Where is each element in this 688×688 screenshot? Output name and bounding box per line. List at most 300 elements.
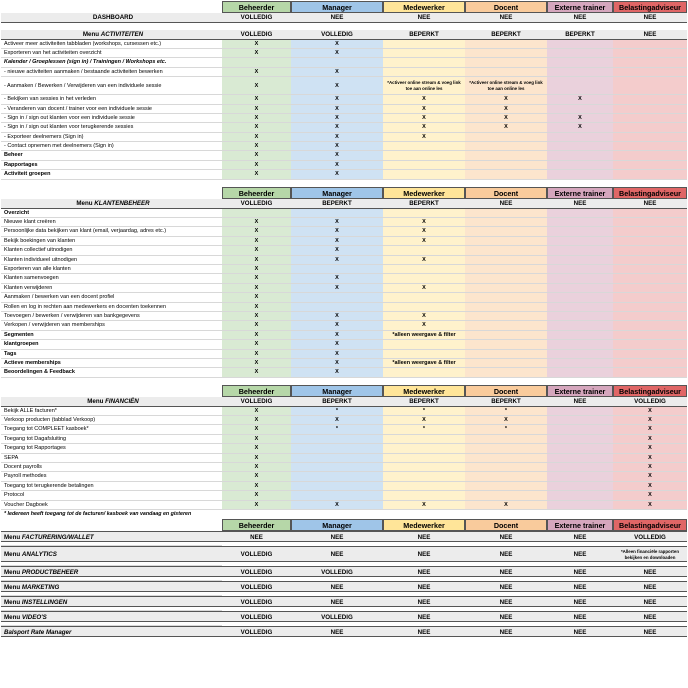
header-spacer [1,385,222,397]
permission-cell [547,77,613,95]
permission-cell [547,256,613,265]
permission-cell: X [222,416,291,425]
permission-cell: X [291,170,383,179]
permission-cell: * [465,425,547,434]
permission-cell [383,340,465,349]
row-label: Nieuwe klant creëren [1,218,222,227]
permission-cell [547,151,613,160]
table-row [1,114,687,123]
dashboard-access-5: NEE [547,13,613,23]
permission-cell: X [291,161,383,170]
menu-access-5: NEE [547,566,613,577]
permission-cell [547,68,613,77]
menu-access-3: NEE [383,531,465,542]
row-label: Persoonlijke data bekijken van klant (email, verjaardag, adres etc.) [1,227,222,236]
spacer [1,378,687,385]
permission-cell [465,359,547,368]
role-header-4: Docent [465,385,547,397]
permission-cell [547,321,613,330]
menu-access-6: NEE [613,596,687,607]
permission-cell [465,246,547,255]
permission-cell: X [383,501,465,510]
permission-cell: X [547,114,613,123]
permission-cell [383,68,465,77]
table-row [1,68,687,77]
permission-cell: X [291,416,383,425]
activiteiten-access-6: NEE [613,30,687,40]
table-row [1,463,687,472]
permission-cell [613,161,687,170]
permission-cell [613,256,687,265]
permission-cell [547,340,613,349]
row-label: Segmenten [1,331,222,340]
table-row [1,170,687,179]
menu-prefix: Menu [4,569,22,577]
permission-cell [547,312,613,321]
permission-cell: X [222,95,291,104]
permission-cell: X [291,340,383,349]
permission-cell: X [222,105,291,114]
permission-cell [383,482,465,491]
menu-access-6: NEE [613,626,687,637]
menu-access-4: NEE [465,626,547,637]
menu-access-5: NEE [547,546,613,562]
permission-cell: X [291,331,383,340]
permission-cell [613,170,687,179]
permission-cell: X [291,359,383,368]
table-row [1,444,687,453]
permission-cell [547,407,613,416]
menu-access-1: NEE [222,531,291,542]
row-label: Exporteren van het activiteiten overzicht [1,49,222,58]
financien-access-2: BEPERKT [291,397,383,407]
permission-cell: * [291,407,383,416]
permission-cell: X [291,274,383,283]
footnote: * Iedereen heeft toegang tot de facturen/ kasboek van vandaag en gisteren [4,510,192,517]
role-header-6: Belastingadviseur [613,1,687,13]
permission-cell [547,142,613,151]
header-spacer [1,519,222,531]
permission-cell [465,340,547,349]
permission-cell: X [222,237,291,246]
table-row [1,218,687,227]
permission-cell [613,133,687,142]
permission-cell [547,40,613,49]
permission-cell [613,293,687,302]
row-label: - Aanmaken / Bewerken / Verwijderen van een individuele sessie [1,77,222,95]
permission-cell: X [222,227,291,236]
table-row [1,256,687,265]
table-row [1,77,687,95]
table-row [1,416,687,425]
menu-prefix: Menu [4,534,22,542]
permission-cell [291,303,383,312]
role-header-3: Medewerker [383,519,465,531]
menu-access-1: VOLLEDIG [222,626,291,637]
permission-cell: X [383,416,465,425]
permission-cell [547,161,613,170]
role-header-6: Belastingadviseur [613,385,687,397]
permission-cell [465,321,547,330]
row-label: Payroll methodes [1,472,222,481]
permission-cell [547,482,613,491]
role-header-2: Manager [291,187,383,199]
menu-access-3: NEE [383,581,465,592]
table-row [1,491,687,500]
activiteiten-access-row [1,30,687,40]
permission-cell [613,114,687,123]
role-header-5: Externe trainer [547,187,613,199]
role-header-5: Externe trainer [547,1,613,13]
permission-cell [613,274,687,283]
permission-cell [291,58,383,67]
menu-name: FACTURERING/WALLET [21,534,94,542]
permission-cell [613,368,687,377]
permission-cell: X [291,123,383,132]
permission-cell [465,368,547,377]
permission-cell [465,40,547,49]
dashboard-access-1: VOLLEDIG [222,13,291,23]
permission-cell [547,359,613,368]
permission-cell [613,303,687,312]
role-header-5: Externe trainer [547,519,613,531]
permission-cell [547,463,613,472]
menu-access-row [1,581,687,592]
permission-cell: X [222,482,291,491]
table-row [1,454,687,463]
klantenbeheer-menu-title [1,199,222,209]
permission-cell [547,133,613,142]
menu-access-6: *Alleen financiële rapporten bekijken en downloaden [613,546,687,562]
permission-cell [465,435,547,444]
table-row [1,49,687,58]
permission-cell [465,237,547,246]
klantenbeheer-access-6: NEE [613,199,687,209]
permission-cell [547,472,613,481]
permission-cell: X [222,68,291,77]
permission-cell [465,472,547,481]
permission-cell: *alleen weergave & filter [383,331,465,340]
permission-cell: X [222,368,291,377]
row-label: Klanten collectief uitnodigen [1,246,222,255]
table-row [1,133,687,142]
permission-cell [547,331,613,340]
table-row [1,151,687,160]
permission-cell [383,454,465,463]
permission-cell [465,463,547,472]
permission-cell [383,170,465,179]
dashboard-row [1,13,687,23]
role-header-5: Externe trainer [547,385,613,397]
permission-cell: X [383,105,465,114]
permission-cell: X [291,151,383,160]
dashboard-access-4: NEE [465,13,547,23]
permission-cell [465,49,547,58]
menu-access-2: NEE [291,596,383,607]
menu-name: INSTELLINGEN [21,599,68,607]
row-label: - Bekijken van sessies in het verleden [1,95,222,104]
menu-access-4: NEE [465,596,547,607]
permission-cell [465,227,547,236]
permission-cell: X [291,68,383,77]
menu-prefix: Menu [76,200,95,208]
permission-cell: *Activeer online stream & voeg link toe aan online les [383,77,465,95]
row-label: Toegang tot Rapportages [1,444,222,453]
row-label: SEPA [1,454,222,463]
permission-cell: * [465,407,547,416]
permission-cell [465,151,547,160]
permission-cell [613,246,687,255]
row-label: Voucher Dagboek [1,501,222,510]
permission-cell: X [291,256,383,265]
permission-cell [465,454,547,463]
permission-cell: X [222,350,291,359]
table-row [1,331,687,340]
menu-name: ANALYTICS [21,551,57,559]
permission-cell [547,501,613,510]
permission-cell [383,246,465,255]
permission-cell: X [291,227,383,236]
permission-cell: X [222,435,291,444]
permission-cell [547,350,613,359]
row-label: Bekijk ALLE facturen* [1,407,222,416]
dashboard-access-3: NEE [383,13,465,23]
permission-cell [465,142,547,151]
row-label: Verkopen / verwijderen van memberships [1,321,222,330]
permission-cell: X [613,491,687,500]
table-row [1,58,687,67]
permission-cell [383,151,465,160]
menu-access-2: NEE [291,626,383,637]
permission-cell: X [613,435,687,444]
permission-cell: X [383,312,465,321]
permission-cell: X [222,463,291,472]
menu-access-4: NEE [465,566,547,577]
permission-cell [613,340,687,349]
menus-role-header [1,519,687,531]
menu-access-3: NEE [383,626,465,637]
permission-cell: * [383,425,465,434]
permission-cell: X [291,312,383,321]
permission-cell [547,303,613,312]
permission-cell [465,68,547,77]
menu-name: ACTIVITEITEN [100,30,144,38]
dashboard-access-6: NEE [613,13,687,23]
permission-cell: X [222,274,291,283]
menu-access-5: NEE [547,596,613,607]
permission-cell: X [291,237,383,246]
dashboard-label: DASHBOARD [1,13,222,23]
menu-name: VIDEO'S [21,614,47,622]
table-row [1,472,687,481]
permission-cell: X [222,407,291,416]
table-row [1,40,687,49]
financien-role-header [1,385,687,397]
menu-prefix: Menu [4,551,22,559]
permission-cell: X [547,123,613,132]
menu-access-5: NEE [547,611,613,622]
menu-access-1: VOLLEDIG [222,596,291,607]
row-label: Beoordelingen & Feedback [1,368,222,377]
header-spacer [1,187,222,199]
permission-cell: *alleen weergave & filter [383,359,465,368]
permission-cell [613,359,687,368]
permission-cell [547,49,613,58]
menu-access-5: NEE [547,531,613,542]
menu-prefix: Menu [87,398,106,406]
permission-cell [547,227,613,236]
permission-cell [547,368,613,377]
menu-access-row [1,531,687,542]
permission-cell [547,170,613,179]
permission-cell [383,350,465,359]
table-row [1,359,687,368]
permission-cell [547,246,613,255]
table-row [1,227,687,236]
menu-name: Balsport Rate Manager [4,629,72,637]
permission-cell: X [291,321,383,330]
permission-cell: X [222,444,291,453]
row-label: Exporteren van alle klanten [1,265,222,274]
table-row [1,265,687,274]
menu-access-3: NEE [383,546,465,562]
permission-cell: X [222,123,291,132]
permission-cell [547,209,613,218]
menu-access-6: NEE [613,581,687,592]
role-header-3: Medewerker [383,187,465,199]
permission-cell: * [383,407,465,416]
permission-cell: X [383,256,465,265]
permission-cell: X [291,105,383,114]
menu-access-5: NEE [547,626,613,637]
permission-cell [547,435,613,444]
permission-cell [383,40,465,49]
menu-access-2: NEE [291,581,383,592]
permission-cell: X [222,170,291,179]
permission-cell: X [291,133,383,142]
permission-cell: X [465,105,547,114]
permission-cell: X [291,284,383,293]
permission-cell [291,491,383,500]
permission-cell: X [222,142,291,151]
permission-cell [465,218,547,227]
permission-cell [383,58,465,67]
menu-name: PRODUCTBEHEER [21,569,79,577]
menu-access-2: VOLLEDIG [291,611,383,622]
row-label: Overzicht [1,209,222,218]
row-label: - Sign in / sign out klanten voor terugkerende sessies [1,123,222,132]
permission-cell [613,58,687,67]
permission-cell [613,350,687,359]
financien-access-row [1,397,687,407]
permission-cell [547,416,613,425]
table-row [1,237,687,246]
row-label: Aanmaken / bewerken van een docent profiel [1,293,222,302]
permission-cell [613,142,687,151]
role-header-4: Docent [465,519,547,531]
table-row [1,284,687,293]
permission-cell: X [222,133,291,142]
permission-cell [613,68,687,77]
role-header-4: Docent [465,187,547,199]
permission-cell [465,284,547,293]
menu-access-row [1,626,687,637]
header-spacer [1,1,222,13]
row-label: Bekijk boekingen van klanten [1,237,222,246]
permission-cell: X [222,491,291,500]
permission-cell: X [383,284,465,293]
permission-cell: *Activeer online stream & voeg link toe aan online les [465,77,547,95]
menu-access-4: NEE [465,581,547,592]
permission-cell [613,151,687,160]
role-header-3: Medewerker [383,1,465,13]
menu-access-1: VOLLEDIG [222,611,291,622]
permission-cell: X [613,463,687,472]
role-header-2: Manager [291,385,383,397]
permission-cell [613,284,687,293]
permission-cell: X [222,303,291,312]
permission-cell [465,256,547,265]
permission-cell: X [222,265,291,274]
menu-access-1: VOLLEDIG [222,566,291,577]
permission-cell: X [613,472,687,481]
table-row [1,209,687,218]
role-header-6: Belastingadviseur [613,187,687,199]
permission-cell [547,58,613,67]
permission-cell [613,77,687,95]
financien-access-1: VOLLEDIG [222,397,291,407]
financien-access-6: VOLLEDIG [613,397,687,407]
permission-cell: X [222,331,291,340]
role-header-1: Beheerder [222,385,291,397]
permission-cell [547,425,613,434]
permission-cell [291,265,383,274]
permission-cell: X [465,416,547,425]
permission-cell: X [613,444,687,453]
financien-menu-title [1,397,222,407]
permission-cell [465,58,547,67]
menu-access-4: NEE [465,546,547,562]
permission-cell: X [222,472,291,481]
table-row [1,435,687,444]
table-row [1,161,687,170]
permission-cell [383,209,465,218]
role-header-2: Manager [291,1,383,13]
permission-cell [547,274,613,283]
menu-title [1,611,222,622]
permission-cell [383,444,465,453]
menu-access-5: NEE [547,581,613,592]
permission-cell [291,482,383,491]
activiteiten-access-3: BEPERKT [383,30,465,40]
permission-cell [613,209,687,218]
menu-access-3: NEE [383,611,465,622]
table-row [1,95,687,104]
permission-cell [547,444,613,453]
menu-access-2: NEE [291,531,383,542]
permission-cell [383,368,465,377]
permission-cell [613,123,687,132]
row-label: Protocol [1,491,222,500]
row-label: Docent payrolls [1,463,222,472]
permission-cell [465,444,547,453]
activiteiten-access-4: BEPERKT [465,30,547,40]
permission-cell: X [465,123,547,132]
menu-access-3: NEE [383,566,465,577]
permission-cell: X [613,416,687,425]
row-label: Toevoegen / bewerken / verwijderen van bankgegevens [1,312,222,321]
permission-cell [383,472,465,481]
